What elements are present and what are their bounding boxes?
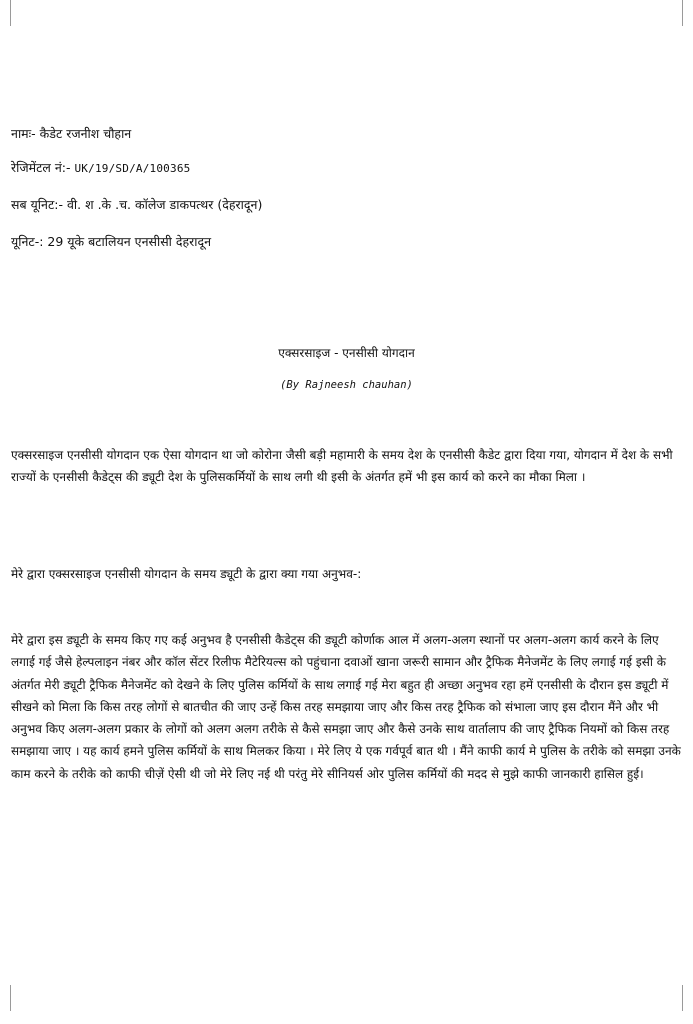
crop-mark-bottom-left	[10, 985, 11, 1011]
document-title: एक्सरसाइज - एनसीसी योगदान	[278, 346, 415, 360]
intro-paragraph: एक्सरसाइज एनसीसी योगदान एक ऐसा योगदान था जो कोरोना जैसी बड़ी महामारी के समय देश के एनसीसी कैडेट द्वारा दिया गया, योगदान में देश के सभी राज्यों के एनसीसी कैडेट्स की ड्यूटी देश के पुलिसकर्मियों के साथ लगी थी इसी के अंतर्गत हमें भी इस कार्य को करने का मौका मिला ।	[11, 448, 673, 484]
sub-unit: सब यूनिट:- वी. श .के .च. कॉलेज डाकपत्थर (देहरादून)	[11, 197, 263, 212]
experience-paragraph: मेरे द्वारा इस ड्यूटी के समय किए गए कई अनुभव है एनसीसी कैडेट्स की ड्यूटी कोर्णाक आल में अलग-अलग स्थानों पर अलग-अलग कार्य करने के लिए लगाई गई जैसे हेल्पलाइन नंबर और कॉल सेंटर रिलीफ मैटेरियल्स को पहुंचाना दवाओं खाना जरूरी सामान और ट्रैफिक मैनेजमेंट के लिए लगाई गई इसी के अंतर्गत मेरी ड्यूटी ट्रैफिक मैनेजमेंट को देखने के लिए पुलिस कर्मियों के साथ लगाई गई मेरा बहुत ही अच्छा अनुभव रहा हमें एनसीसी के दौरान इस ड्यूटी में सीखने को मिला कि किस तरह लोगों से बातचीत की जाए उन्हें किस तरह समझाया जाए और किस तरह ट्रैफिक को संभाला जाए इस दौरान मैंने और भी अनुभव किए अलग-अलग प्रकार के लोगों को अलग अलग तरीके से कैसे समझा जाए और कैसे उनके साथ वार्तालाप की जाए ट्रैफिक नियमों को किस तरह समझाया जाए । यह कार्य हमने पुलिस कर्मियों के साथ मिलकर किया । मेरे लिए ये एक गर्वपूर्व बात थी । मैंने काफी कार्य मे पुलिस के तरीके को समझा उनके काम करने के तरीके को काफी चीज़ें ऐसी थी जो मेरे लिए नई थी परंतु मेरे सीनियर्स ओर पुलिस कर्मियों की मदद से मुझे काफी जानकारी हासिल हुई।	[11, 633, 681, 781]
crop-mark-top-left	[10, 0, 11, 26]
regimental-number-line	[11, 159, 190, 178]
crop-mark-top-right	[682, 0, 683, 26]
unit: यूनिट-: 29 यूके बटालियन एनसीसी देहरादून	[11, 234, 212, 249]
regimental-number-label: रेजिमेंटल नं:-	[11, 160, 75, 175]
crop-mark-bottom-right	[682, 985, 683, 1011]
experience-heading: मेरे द्वारा एक्सरसाइज एनसीसी योगदान के समय ड्यूटी के द्वारा क्या गया अनुभव-:	[11, 567, 362, 581]
author-byline: (By Rajneesh chauhan)	[280, 379, 413, 391]
regimental-number: UK/19/SD/A/100365	[74, 162, 191, 175]
cadet-name: नामः- कैडेट रजनीश चौहान	[11, 126, 132, 141]
